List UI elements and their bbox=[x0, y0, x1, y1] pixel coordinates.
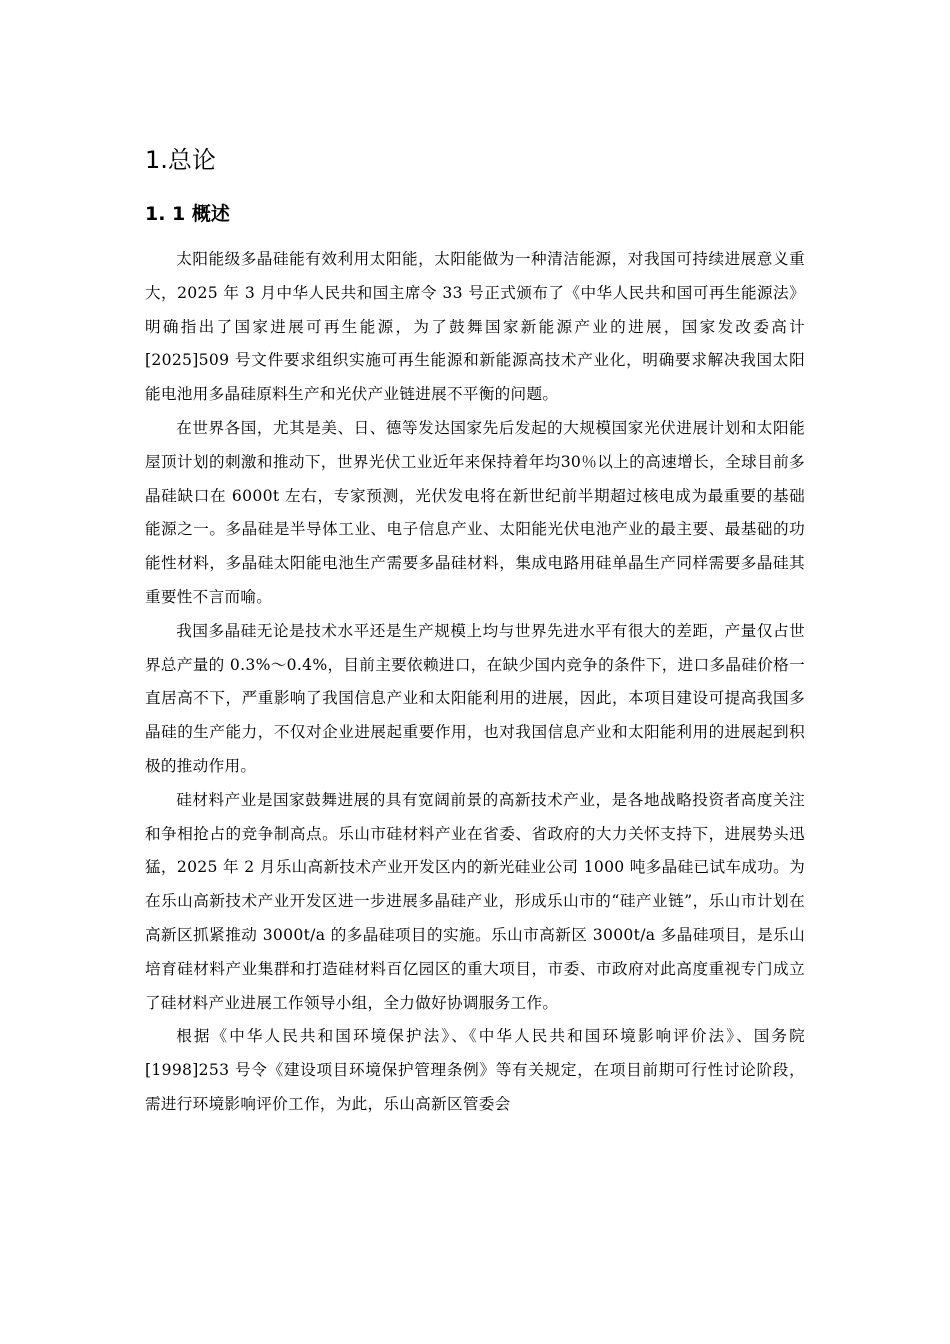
paragraph-3: 我国多晶硅无论是技术水平还是生产规模上均与世界先进水平有很大的差距，产量仅占世界总产量的 0.3%～0.4%，目前主要依赖进口，在缺少国内竞争的条件下，进口多晶硅价格一直居高不下，严重影响了我国信息产业和太阳能利用的进展，因此，本项目建设可提高我国多晶硅的生产能力，不仅对企业进展起重要作用，也对我国信息产业和太阳能利用的进展起到积极的推动作用。 bbox=[145, 621, 805, 775]
paragraph-2: 在世界各国，尤其是美、日、德等发达国家先后发起的大规模国家光伏进展计划和太阳能屋顶计划的刺激和推动下，世界光伏工业近年来保持着年均30％以上的高速增长，全球目前多晶硅缺口在 6000t 左右，专家预测，光伏发电将在新世纪前半期超过核电成为最重要的基础能源之一。多晶硅是半导体工业、电子信息产业、太阳能光伏电池产业的最主要、最基础的功能性材料，多晶硅太阳能电池生产需要多晶硅材料，集成电路用硅单晶生产同样需要多晶硅其重要性不言而喻。 bbox=[145, 418, 805, 606]
paragraph-4: 硅材料产业是国家鼓舞进展的具有宽阔前景的高新技术产业，是各地战略投资者高度关注和争相抢占的竞争制高点。乐山市硅材料产业在省委、省政府的大力关怀支持下，进展势头迅猛，2025 年 2 月乐山高新技术产业开发区内的新光硅业公司 1000 吨多晶硅已试车成功。为在乐山高新技术产业开发区进一步进展多晶硅产业，形成乐山市的“硅产业链”，乐山市计划在高新区抓紧推动 3000t/a 的多晶硅项目的实施。乐山市高新区 3000t/a 多晶硅项目，是乐山培育硅材料产业集群和打造硅材料百亿园区的重大项目，市委、市政府对此高度重视专门成立了硅材料产业进展工作领导小组，全力做好协调服务工作。 bbox=[145, 790, 805, 1012]
chapter-title: 1.总论 bbox=[145, 146, 216, 174]
paragraph-5: 根据《中华人民共和国环境保护法》、《中华人民共和国环境影响评价法》、国务院[1998]253 号令《建设项目环境保护管理条例》等有关规定，在项目前期可行性讨论阶段，需进行环境影响评价工作，为此，乐山高新区管委会 bbox=[145, 1027, 805, 1113]
paragraph-1: 太阳能级多晶硅能有效利用太阳能，太阳能做为一种清洁能源，对我国可持续进展意义重大，2025 年 3 月中华人民共和国主席令 33 号正式颁布了《中华人民共和国可再生能源法》明确指出了国家进展可再生能源，为了鼓舞国家新能源产业的进展，国家发改委高计[2025]509 号文件要求组织实施可再生能源和新能源高技术产业化，明确要求解决我国太阳能电池用多晶硅原料生产和光伏产业链进展不平衡的问题。 bbox=[145, 250, 805, 404]
section-title: 1. 1 概述 bbox=[145, 203, 230, 225]
body-text bbox=[145, 243, 805, 1122]
